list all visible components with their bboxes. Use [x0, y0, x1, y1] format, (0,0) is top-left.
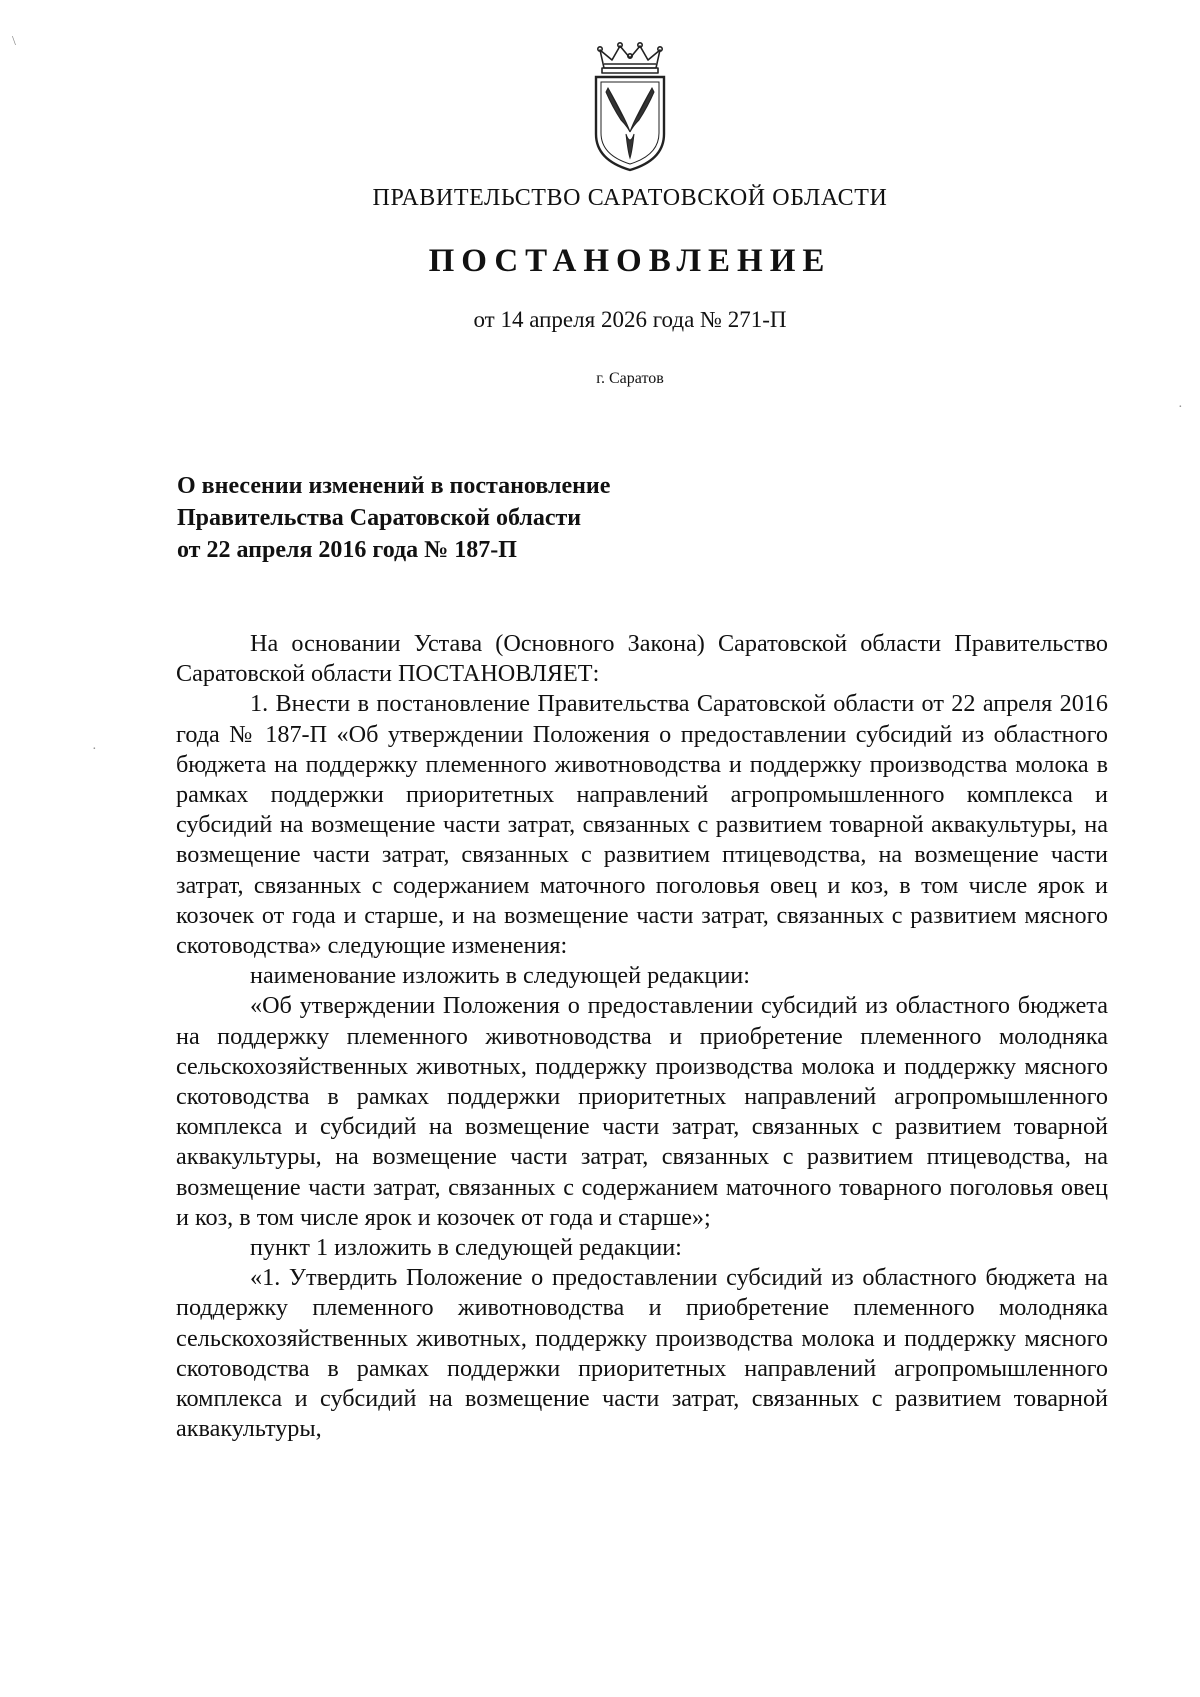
scan-artifact-mark: · [1178, 400, 1183, 415]
document-title-line: О внесении изменений в постановление [177, 473, 611, 499]
body-paragraph-name-change: наименование изложить в следующей редакции: [250, 962, 750, 990]
government-name: ПРАВИТЕЛЬСТВО САРАТОВСКОЙ ОБЛАСТИ [372, 185, 888, 211]
document-title [177, 470, 737, 566]
body-paragraph-new-name: «Об утверждении Положения о предоставлении субсидий из областного бюджета на поддержку племенного животноводства и приобретение племенного молодняка сельскохозяйственных животных, поддержку производства молока и поддержку мясного скотоводства в рамках поддержки приоритетных направлений агропромышленного комплекса и субсидий на возмещение части затрат, связанных с развитием товарной аквакультуры, на возмещение части затрат, связанных с развитием птицеводства, на возмещение части затрат, связанных с содержанием маточного товарного поголовья овец и коз, в том числе ярок и козочек от года и старше»; [176, 992, 1108, 1231]
body-paragraph-preamble: На основании Устава (Основного Закона) Саратовской области Правительство Саратовской области ПОСТАНОВЛЯЕТ: [176, 630, 1108, 688]
document-city: г. Саратов [596, 370, 664, 387]
document-title-line: Правительства Саратовской области [177, 505, 582, 531]
document-type: ПОСТАНОВЛЕНИЕ [428, 243, 832, 279]
document-title-line: от 22 апреля 2016 года № 187-П [177, 537, 517, 563]
document-date-number: от 14 апреля 2026 года № 271-П [473, 307, 787, 332]
body-paragraph-point-change: пункт 1 изложить в следующей редакции: [250, 1234, 682, 1262]
document-body [176, 629, 1108, 1444]
body-paragraph-item-1: 1. Внести в постановление Правительства Саратовской области от 22 апреля 2016 года № 187-П «Об утверждении Положения о предоставлении субсидий из областного бюджета на поддержку племенного животноводства и поддержку производства молока в рамках поддержки приоритетных направлений агропромышленного комплекса и субсидий на возмещение части затрат, связанных с развитием товарной аквакультуры, на возмещение части затрат, связанных с развитием птицеводства, на возмещение части затрат, связанных с содержанием маточного поголовья овец и коз, в том числе ярок и козочек от года и старше, и на возмещение части затрат, связанных с развитием мясного скотоводства» следующие изменения: [176, 690, 1108, 960]
scan-artifact-mark: \ [12, 34, 16, 49]
body-paragraph-new-point: «1. Утвердить Положение о предоставлении субсидий из областного бюджета на поддержку племенного животноводства и приобретение племенного молодняка сельскохозяйственных животных, поддержку производства молока и поддержку мясного скотоводства в рамках поддержки приоритетных направлений агропромышленного комплекса и субсидий на возмещение части затрат, связанных с развитием товарной аквакультуры, [176, 1264, 1108, 1443]
scan-artifact-mark: · [92, 742, 97, 757]
saratov-coat-of-arms-icon [586, 42, 674, 174]
